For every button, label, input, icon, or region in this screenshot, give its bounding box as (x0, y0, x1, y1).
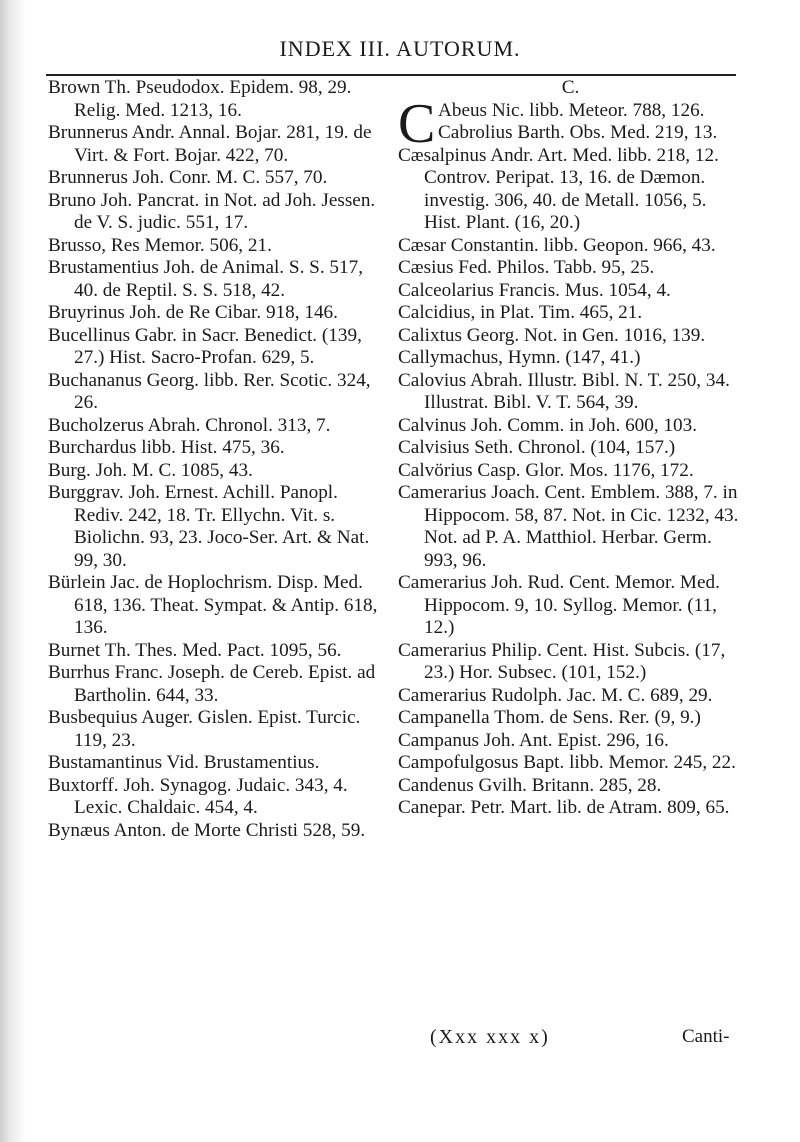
index-entry: Burrhus Franc. Joseph. de Cereb. Epist. ad Bartholin. 644, 33. (48, 662, 376, 706)
entry-text: Abeus Nic. libb. Meteor. 788, 126. Cabrolius Barth. Obs. Med. 219, 13. (438, 99, 718, 143)
index-entry: Calceolarius Francis. Mus. 1054, 4. (398, 279, 671, 301)
index-entry: Bucholzerus Abrah. Chronol. 313, 7. (48, 414, 331, 436)
index-entry: Bucellinus Gabr. in Sacr. Benedict. (139, 27.) Hist. Sacro-Profan. 629, 5. (48, 324, 362, 368)
index-entry: Burggrav. Joh. Ernest. Achill. Panopl. Rediv. 242, 18. Tr. Ellychn. Vit. s. Biolichn. 93, 23. Joco-Ser. Art. & Nat. 99, 30. (48, 482, 370, 571)
index-entry: Calixtus Georg. Not. in Gen. 1016, 139. (398, 324, 706, 346)
index-entry: Buchananus Georg. libb. Rer. Scotic. 324, 26. (48, 369, 371, 413)
index-entry: Burg. Joh. M. C. 1085, 43. (48, 459, 253, 481)
drop-capital: C (398, 92, 436, 155)
index-entry: Callymachus, Hymn. (147, 41.) (398, 347, 641, 368)
header-rule (46, 74, 736, 76)
index-entry: Buxtorff. Joh. Synagog. Judaic. 343, 4. Lexic. Chaldaic. 454, 4. (48, 774, 348, 818)
catchword: Canti- (682, 1026, 730, 1047)
index-entry: Bürlein Jac. de Hoplochrism. Disp. Med. 618, 136. Theat. Sympat. & Antip. 618, 136. (48, 572, 378, 638)
index-entry: Brunnerus Andr. Annal. Bojar. 281, 19. de Virt. & Fort. Bojar. 422, 70. (48, 122, 372, 166)
index-entry: Canepar. Petr. Mart. lib. de Atram. 809, 65. (398, 797, 730, 818)
index-entry: Brustamentius Joh. de Animal. S. S. 517, 40. de Reptil. S. S. 518, 42. (48, 257, 364, 301)
index-entry: Campofulgosus Bapt. libb. Memor. 245, 22. (398, 752, 736, 773)
index-entry-first (398, 92, 743, 155)
left-column (48, 77, 388, 842)
right-column (398, 77, 743, 820)
index-entry: Camerarius Joach. Cent. Emblem. 388, 7. in Hippocom. 58, 87. Not. in Cic. 1232, 43. Not. ad P. A. Matthiol. Herbar. Germ. 993, 96. (398, 482, 739, 571)
right-entries (398, 145, 743, 820)
index-entry: Brown Th. Pseudodox. Epidem. 98, 29. Relig. Med. 1213, 16. (48, 77, 352, 121)
index-entry: Camerarius Joh. Rud. Cent. Memor. Med. Hippocom. 9, 10. Syllog. Memor. (11, 12.) (398, 572, 720, 638)
signature-mark: (Xxx xxx x) (430, 1026, 550, 1048)
index-entry: Bustamantinus Vid. Brustamentius. (48, 752, 320, 773)
index-entry: Calovius Abrah. Illustr. Bibl. N. T. 250, 34. Illustrat. Bibl. V. T. 564, 39. (398, 369, 730, 413)
index-entry: Campanella Thom. de Sens. Rer. (9, 9.) (398, 707, 701, 728)
page-header: INDEX III. AUTORUM. (279, 36, 521, 61)
index-entry: Calvisius Seth. Chronol. (104, 157.) (398, 437, 676, 458)
index-entry: Brunnerus Joh. Conr. M. C. 557, 70. (48, 167, 328, 188)
index-entry: Brusso, Res Memor. 506, 21. (48, 234, 272, 256)
index-entry: Burnet Th. Thes. Med. Pact. 1095, 56. (48, 639, 342, 661)
index-entry: Calvinus Joh. Comm. in Joh. 600, 103. (398, 414, 698, 436)
index-entry: Candenus Gvilh. Britann. 285, 28. (398, 774, 662, 796)
index-entry: Bynæus Anton. de Morte Christi 528, 59. (48, 819, 366, 841)
index-entry: Bruyrinus Joh. de Re Cibar. 918, 146. (48, 302, 338, 323)
index-entry: Calcidius, in Plat. Tim. 465, 21. (398, 302, 643, 323)
index-entry: Cæsius Fed. Philos. Tabb. 95, 25. (398, 257, 655, 278)
index-entry: Burchardus libb. Hist. 475, 36. (48, 437, 285, 458)
index-entry: Bruno Joh. Pancrat. in Not. ad Joh. Jessen. de V. S. judic. 551, 17. (48, 189, 376, 233)
index-entry: Camerarius Rudolph. Jac. M. C. 689, 29. (398, 684, 713, 706)
index-entry: Calvörius Casp. Glor. Mos. 1176, 172. (398, 459, 694, 481)
index-entry: Campanus Joh. Ant. Epist. 296, 16. (398, 729, 669, 751)
section-letter: C. (561, 77, 580, 98)
index-entry: Cæsar Constantin. libb. Geopon. 966, 43. (398, 234, 716, 256)
index-entry: Busbequius Auger. Gislen. Epist. Turcic. 119, 23. (48, 707, 361, 751)
index-entry: Cæsalpinus Andr. Art. Med. libb. 218, 12. Controv. Peripat. 13, 16. de Dæmon. investig. 306, 40. de Metall. 1056, 5. Hist. Plant. (16, 20.) (398, 144, 719, 233)
index-entry: Camerarius Philip. Cent. Hist. Subcis. (17, 23.) Hor. Subsec. (101, 152.) (398, 639, 726, 683)
